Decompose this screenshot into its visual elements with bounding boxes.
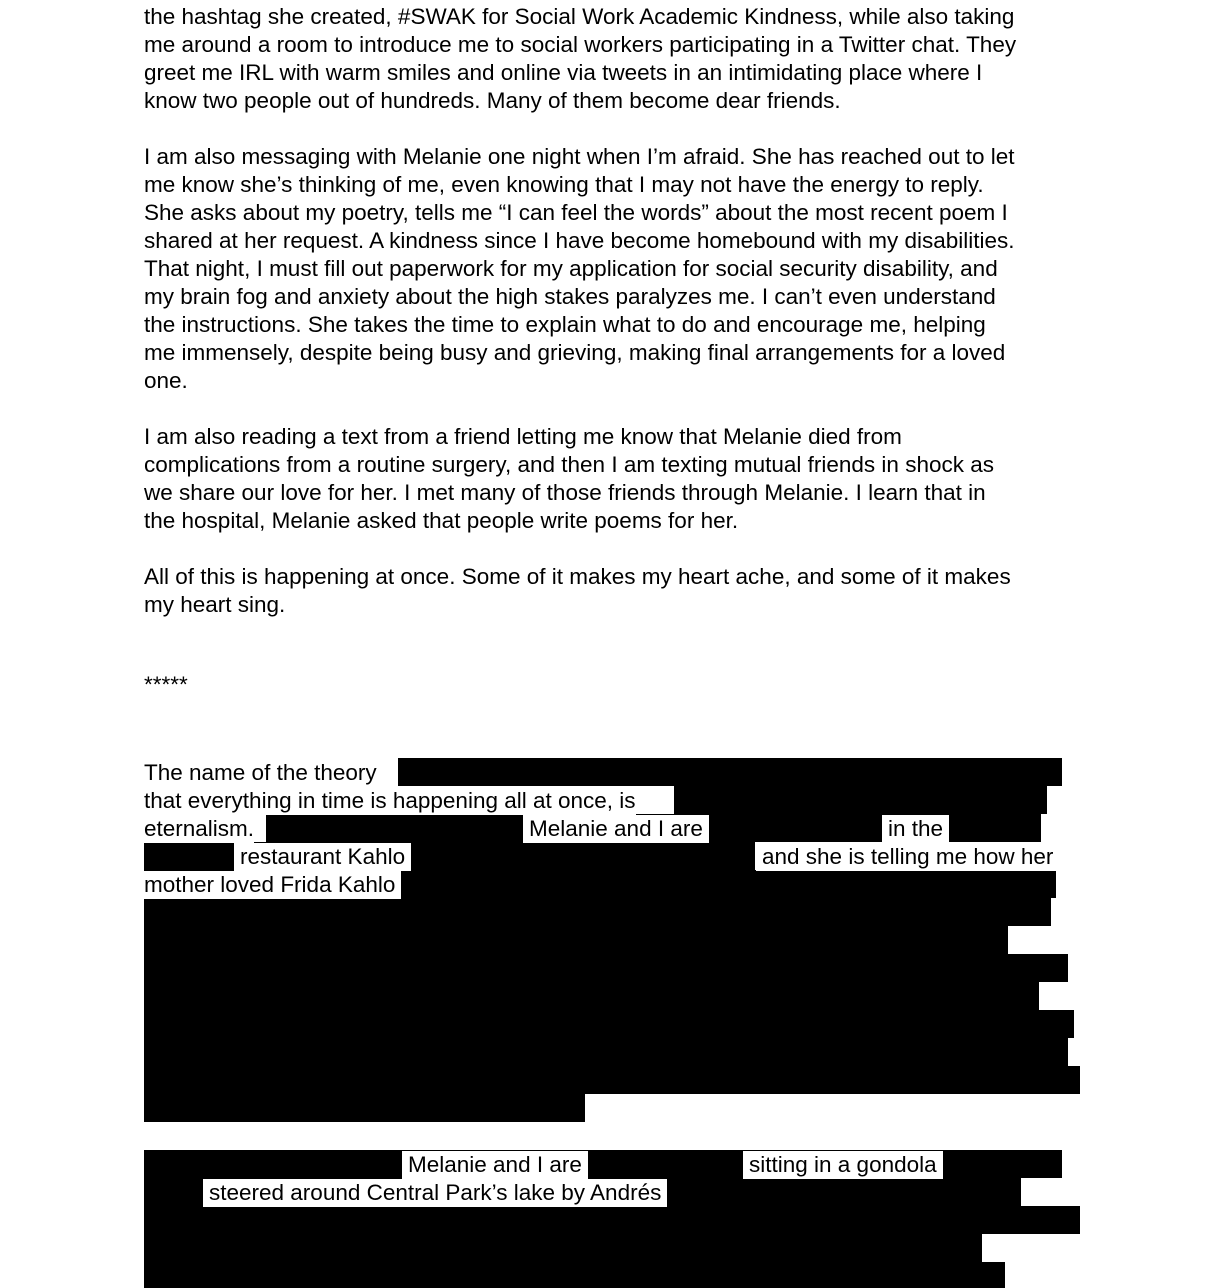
paragraph-3-line-2: complications from a routine surgery, and then I am texting mutual friends in shock as [144,452,994,477]
paragraph-2-line-1: I am also messaging with Melanie one night when I’m afraid. She has reached out to let [144,144,1015,169]
redaction-bar [144,982,1039,1010]
visible-text-fragment: The name of the theory [144,760,377,785]
redaction-bar [144,1206,1080,1234]
paragraph-1-line-1: the hashtag she created, #SWAK for Social Work Academic Kindness, while also taking [144,4,1015,29]
redaction-bar [144,1094,585,1122]
redaction-bar [144,1038,1068,1066]
visible-text-fragment: in the [882,815,949,843]
paragraph-2-line-3: She asks about my poetry, tells me “I can feel the words” about the most recent poem I [144,200,1008,225]
paragraph-2-line-2: me know she’s thinking of me, even knowing that I may not have the energy to reply. [144,172,984,197]
visible-text-fragment: steered around Central Park’s lake by Andrés [203,1179,667,1207]
visible-text-fragment: eternalism. [144,816,255,841]
visible-text-fragment: Melanie and I are [402,1151,588,1179]
paragraph-3-line-1: I am also reading a text from a friend letting me know that Melanie died from [144,424,902,449]
redaction-bar [144,1066,1080,1094]
paragraph-2-line-4: shared at her request. A kindness since I have become homebound with my disabilities. [144,228,1015,253]
paragraph-2-line-6: my brain fog and anxiety about the high stakes paralyzes me. I can’t even understand [144,284,996,309]
paragraph-1-line-3: greet me IRL with warm smiles and online via tweets in an intimidating place where I [144,60,983,85]
paragraph-4-line-1: All of this is happening at once. Some of it makes my heart ache, and some of it makes [144,564,1011,589]
paragraph-1-line-2: me around a room to introduce me to social workers participating in a Twitter chat. They [144,32,1017,57]
visible-text-fragment: that everything in time is happening all at once, is [144,788,636,813]
redaction-bar [144,1010,1074,1038]
paragraph-2-line-9: one. [144,368,188,393]
visible-text-fragment: sitting in a gondola [743,1151,943,1179]
redaction-bar [144,954,1068,982]
redaction-bar [144,1234,982,1262]
paragraph-3-line-4: the hospital, Melanie asked that people write poems for her. [144,508,739,533]
paragraph-2-line-8: me immensely, despite being busy and grieving, making final arrangements for a loved [144,340,1006,365]
redaction-bar [398,758,1062,786]
redaction-bar [144,898,1051,926]
section-separator: ***** [144,672,188,697]
paragraph-1-line-4: know two people out of hundreds. Many of them become dear friends. [144,88,841,113]
paragraph-4-line-2: my heart sing. [144,592,286,617]
visible-text-fragment: restaurant Kahlo [234,843,411,871]
redaction-bar [144,1262,1005,1288]
visible-text-fragment: mother loved Frida Kahlo [144,871,401,899]
paragraph-2-line-5: That night, I must fill out paperwork for my application for social security disability, and [144,256,998,281]
redaction-bar [674,786,1047,814]
redaction-bar [144,926,1008,954]
visible-text-fragment: and she is telling me how her [756,843,1059,871]
visible-text-fragment: Melanie and I are [523,815,709,843]
paragraph-2-line-7: the instructions. She takes the time to explain what to do and encourage me, helping [144,312,986,337]
paragraph-3-line-3: we share our love for her. I met many of those friends through Melanie. I learn that in [144,480,986,505]
